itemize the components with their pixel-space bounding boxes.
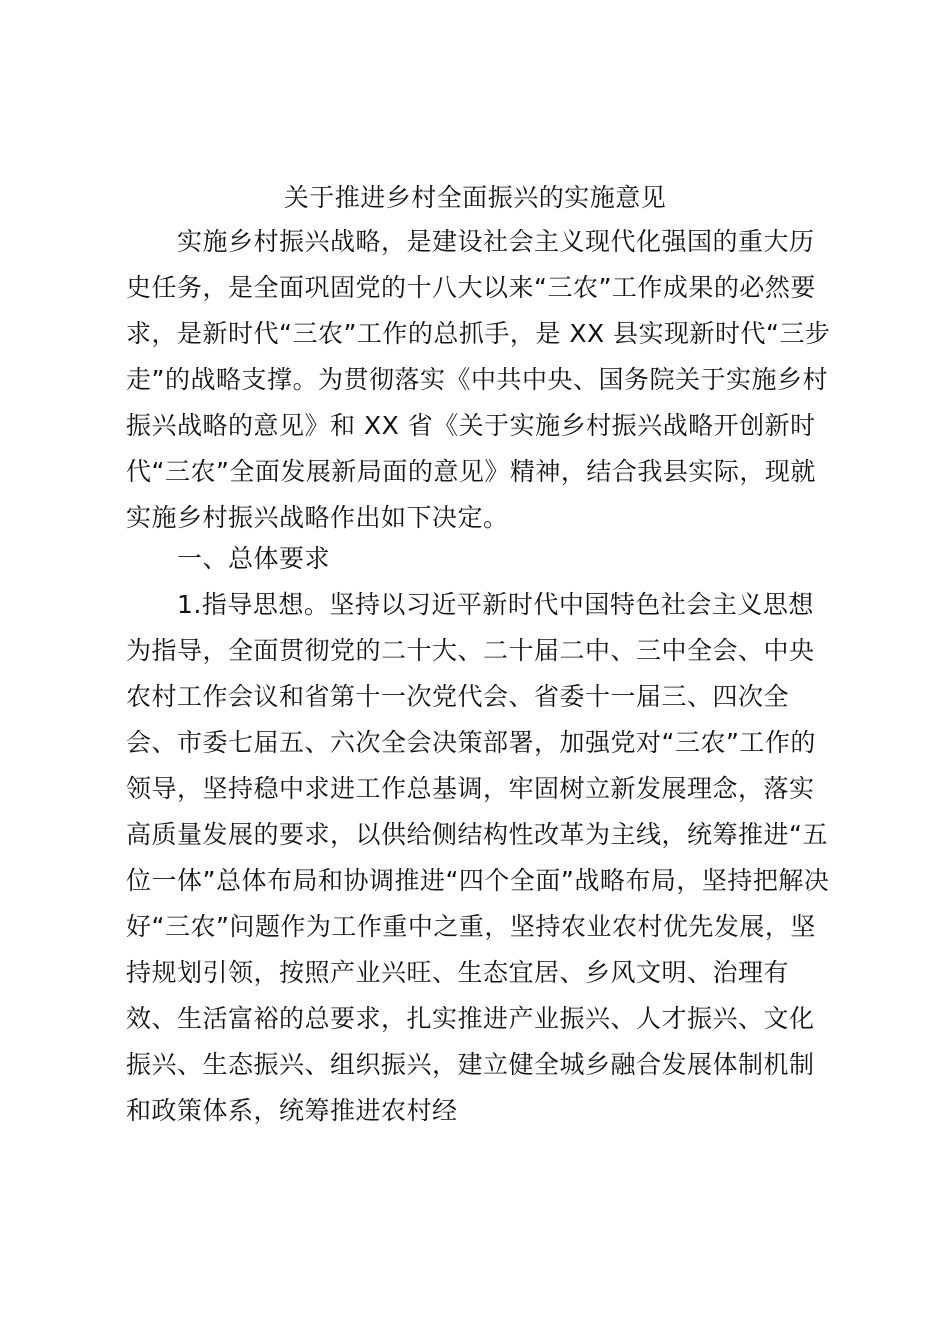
section-heading: 一、总体要求 <box>126 544 331 573</box>
paragraph-line: 农村工作会议和省第十一次党代会、省委十一届三、四次全 <box>126 682 790 711</box>
paragraph-line: 高质量发展的要求，以供给侧结构性改革为主线，统筹推进“五 <box>126 820 828 849</box>
paragraph-line: 实施乡村振兴战略作出如下决定。 <box>126 503 509 532</box>
paragraph-line: 代“三农”全面发展新局面的意见》精神，结合我县实际，现就 <box>126 457 816 486</box>
paragraph-line: 振兴战略的意见》和 XX 省《关于实施乡村振兴战略开创新时 <box>126 411 816 440</box>
paragraph-line: 好“三农”问题作为工作重中之重，坚持农业农村优先发展，坚 <box>126 912 816 941</box>
paragraph-line: 振兴、生态振兴、组织振兴，建立健全城乡融合发展体制机制 <box>126 1050 815 1079</box>
paragraph-line: 和政策体系，统筹推进农村经 <box>126 1096 458 1125</box>
paragraph-line: 为指导，全面贯彻党的二十大、二十届二中、三中全会、中央 <box>126 636 815 665</box>
paragraph-line: 效、生活富裕的总要求，扎实推进产业振兴、人才振兴、文化 <box>126 1004 815 1033</box>
paragraph-line: 1.指导思想。坚持以习近平新时代中国特色社会主义思想 <box>126 590 814 619</box>
paragraph-line: 持规划引领，按照产业兴旺、生态宜居、乡风文明、治理有 <box>126 958 790 987</box>
paragraph-line: 求，是新时代“三农”工作的总抓手，是 XX 县实现新时代“三步 <box>126 319 831 348</box>
paragraph-line: 实施乡村振兴战略，是建设社会主义现代化强国的重大历 <box>126 227 815 256</box>
paragraph-line: 史任务，是全面巩固党的十八大以来“三农”工作成果的必然要 <box>126 273 816 302</box>
paragraph-line: 会、市委七届五、六次全会决策部署，加强党对“三农”工作的 <box>126 728 816 757</box>
paragraph-line: 走”的战略支撑。为贯彻落实《中共中央、国务院关于实施乡村 <box>126 365 828 394</box>
paragraph-line: 位一体”总体布局和协调推进“四个全面”战略布局，坚持把解决 <box>126 866 830 895</box>
document-title: 关于推进乡村全面振兴的实施意见 <box>283 183 667 212</box>
paragraph-line: 领导，坚持稳中求进工作总基调，牢固树立新发展理念，落实 <box>126 774 815 803</box>
